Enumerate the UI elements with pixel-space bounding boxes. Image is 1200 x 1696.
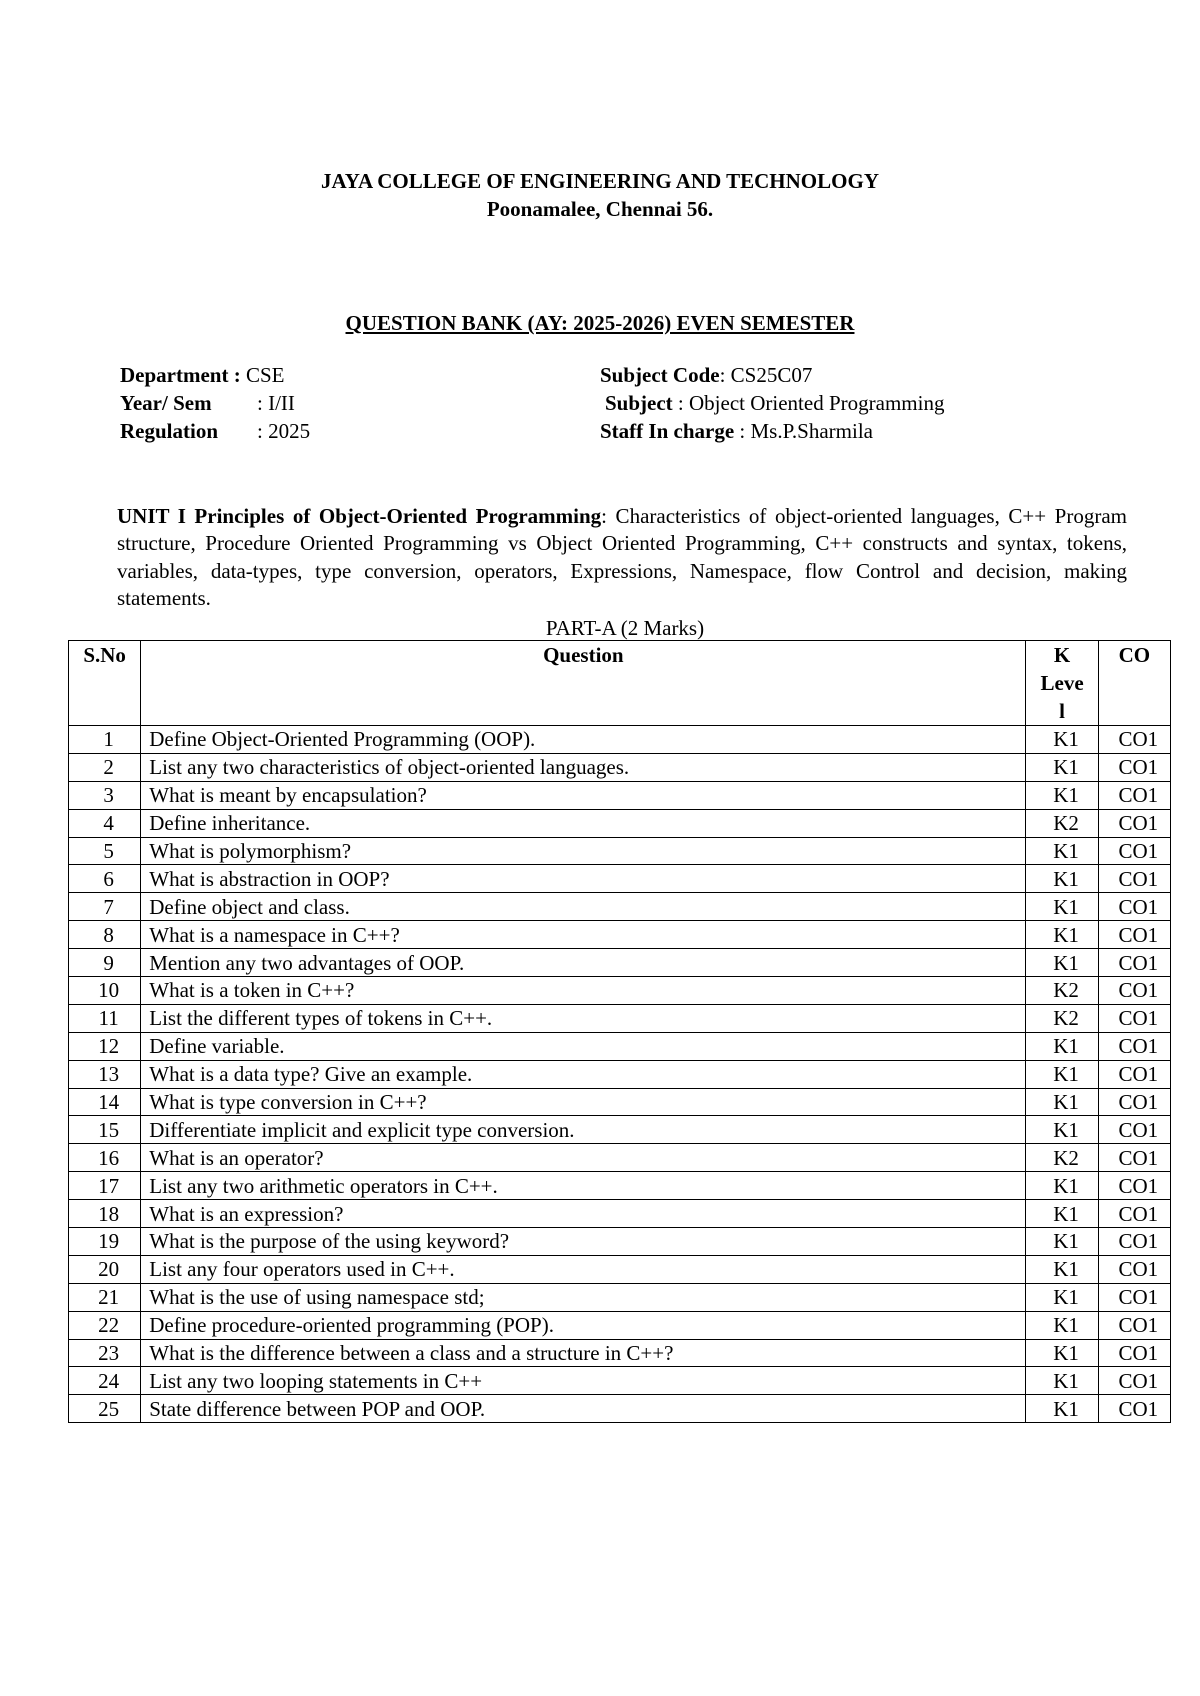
course-outcome: CO1 bbox=[1098, 726, 1170, 754]
course-outcome: CO1 bbox=[1098, 837, 1170, 865]
unit-description bbox=[117, 503, 1127, 612]
question-text: Define Object-Oriented Programming (OOP). bbox=[141, 726, 1026, 754]
question-text: Define procedure-oriented programming (POP). bbox=[141, 1311, 1026, 1339]
table-row bbox=[69, 1311, 1171, 1339]
table-row bbox=[69, 1032, 1171, 1060]
question-number: 11 bbox=[69, 1004, 141, 1032]
table-row bbox=[69, 1228, 1171, 1256]
k-level-header: K Leve l bbox=[1026, 641, 1098, 726]
question-number: 19 bbox=[69, 1228, 141, 1256]
table-row bbox=[69, 809, 1171, 837]
question-number: 24 bbox=[69, 1367, 141, 1395]
subject-code-label: Subject Code bbox=[600, 363, 720, 387]
course-outcome: CO1 bbox=[1098, 1144, 1170, 1172]
staff-label: Staff In charge bbox=[600, 419, 735, 443]
question-number: 23 bbox=[69, 1339, 141, 1367]
k-level: K1 bbox=[1026, 1283, 1098, 1311]
table-row bbox=[69, 1088, 1171, 1116]
course-outcome: CO1 bbox=[1098, 809, 1170, 837]
question-text: Define variable. bbox=[141, 1032, 1026, 1060]
question-text: Mention any two advantages of OOP. bbox=[141, 949, 1026, 977]
question-text: Differentiate implicit and explicit type conversion. bbox=[141, 1116, 1026, 1144]
course-outcome: CO1 bbox=[1098, 865, 1170, 893]
k-level: K1 bbox=[1026, 949, 1098, 977]
k-level: K2 bbox=[1026, 1144, 1098, 1172]
department-value: CSE bbox=[240, 363, 285, 387]
question-number: 1 bbox=[69, 726, 141, 754]
subject-value: : Object Oriented Programming bbox=[672, 391, 945, 415]
question-header: Question bbox=[141, 641, 1026, 726]
question-text: What is the purpose of the using keyword? bbox=[141, 1228, 1026, 1256]
course-outcome: CO1 bbox=[1098, 1367, 1170, 1395]
question-number: 7 bbox=[69, 893, 141, 921]
course-outcome: CO1 bbox=[1098, 1088, 1170, 1116]
question-text: List any two looping statements in C++ bbox=[141, 1367, 1026, 1395]
table-row bbox=[69, 1283, 1171, 1311]
year-sem-label: Year/ Sem bbox=[120, 391, 212, 415]
k-level: K1 bbox=[1026, 1228, 1098, 1256]
k-level: K1 bbox=[1026, 1172, 1098, 1200]
course-outcome: CO1 bbox=[1098, 1004, 1170, 1032]
question-text: What is an expression? bbox=[141, 1200, 1026, 1228]
regulation-label: Regulation bbox=[120, 419, 219, 443]
k-level: K1 bbox=[1026, 1116, 1098, 1144]
table-row bbox=[69, 865, 1171, 893]
question-text: What is type conversion in C++? bbox=[141, 1088, 1026, 1116]
question-text: List any four operators used in C++. bbox=[141, 1255, 1026, 1283]
question-bank-title: QUESTION BANK (AY: 2025-2026) EVEN SEMESTER bbox=[345, 311, 855, 335]
course-outcome: CO1 bbox=[1098, 949, 1170, 977]
question-number: 8 bbox=[69, 921, 141, 949]
question-text: What is polymorphism? bbox=[141, 837, 1026, 865]
question-number: 9 bbox=[69, 949, 141, 977]
question-number: 12 bbox=[69, 1032, 141, 1060]
subject-code-value: : CS25C07 bbox=[719, 363, 813, 387]
course-outcome: CO1 bbox=[1098, 753, 1170, 781]
regulation-value: : 2025 bbox=[257, 419, 311, 443]
course-outcome: CO1 bbox=[1098, 1395, 1170, 1423]
staff-value: : Ms.P.Sharmila bbox=[734, 419, 874, 443]
k-level: K1 bbox=[1026, 753, 1098, 781]
question-text: List the different types of tokens in C++. bbox=[141, 1004, 1026, 1032]
year-sem-value: : I/II bbox=[257, 391, 295, 415]
question-text: Define object and class. bbox=[141, 893, 1026, 921]
question-text: List any two characteristics of object-oriented languages. bbox=[141, 753, 1026, 781]
question-number: 4 bbox=[69, 809, 141, 837]
subject-code-line bbox=[600, 362, 812, 388]
department-line bbox=[120, 362, 284, 388]
table-header-row bbox=[69, 641, 1171, 726]
staff-line bbox=[600, 418, 873, 444]
k-level: K1 bbox=[1026, 893, 1098, 921]
table-row bbox=[69, 1339, 1171, 1367]
table-row bbox=[69, 1116, 1171, 1144]
course-outcome: CO1 bbox=[1098, 1060, 1170, 1088]
k-level: K1 bbox=[1026, 1367, 1098, 1395]
question-number: 10 bbox=[69, 977, 141, 1005]
course-outcome: CO1 bbox=[1098, 1032, 1170, 1060]
unit-heading: UNIT I Principles of Object-Oriented Programming bbox=[117, 504, 602, 528]
question-number: 25 bbox=[69, 1395, 141, 1423]
k-level: K1 bbox=[1026, 837, 1098, 865]
course-outcome: CO1 bbox=[1098, 1228, 1170, 1256]
question-text: What is a data type? Give an example. bbox=[141, 1060, 1026, 1088]
question-text: What is meant by encapsulation? bbox=[141, 781, 1026, 809]
question-text: What is an operator? bbox=[141, 1144, 1026, 1172]
subject-label: Subject bbox=[605, 391, 673, 415]
department-label: Department : bbox=[120, 363, 241, 387]
course-outcome: CO1 bbox=[1098, 781, 1170, 809]
subject-line bbox=[605, 390, 944, 416]
table-row bbox=[69, 893, 1171, 921]
table-row bbox=[69, 1172, 1171, 1200]
college-name: JAYA COLLEGE OF ENGINEERING AND TECHNOLOGY bbox=[321, 169, 879, 193]
table-row bbox=[69, 1144, 1171, 1172]
question-text: What is a namespace in C++? bbox=[141, 921, 1026, 949]
regulation-line bbox=[120, 418, 218, 444]
question-number: 3 bbox=[69, 781, 141, 809]
table-row bbox=[69, 753, 1171, 781]
course-outcome: CO1 bbox=[1098, 893, 1170, 921]
year-sem-line bbox=[120, 390, 212, 416]
k-level: K1 bbox=[1026, 1200, 1098, 1228]
question-number: 2 bbox=[69, 753, 141, 781]
question-number: 6 bbox=[69, 865, 141, 893]
college-location: Poonamalee, Chennai 56. bbox=[486, 197, 714, 221]
course-outcome: CO1 bbox=[1098, 921, 1170, 949]
table-row bbox=[69, 1367, 1171, 1395]
question-number: 16 bbox=[69, 1144, 141, 1172]
k-level: K1 bbox=[1026, 1255, 1098, 1283]
question-number: 13 bbox=[69, 1060, 141, 1088]
question-text: What is the difference between a class and a structure in C++? bbox=[141, 1339, 1026, 1367]
question-text: State difference between POP and OOP. bbox=[141, 1395, 1026, 1423]
question-text: What is abstraction in OOP? bbox=[141, 865, 1026, 893]
question-text: List any two arithmetic operators in C++. bbox=[141, 1172, 1026, 1200]
course-outcome: CO1 bbox=[1098, 1116, 1170, 1144]
k-level: K1 bbox=[1026, 1088, 1098, 1116]
co-header: CO bbox=[1098, 641, 1170, 726]
k-level: K1 bbox=[1026, 1339, 1098, 1367]
course-outcome: CO1 bbox=[1098, 1311, 1170, 1339]
question-number: 20 bbox=[69, 1255, 141, 1283]
table-row bbox=[69, 837, 1171, 865]
table-row bbox=[69, 1255, 1171, 1283]
k-level: K1 bbox=[1026, 865, 1098, 893]
course-outcome: CO1 bbox=[1098, 1283, 1170, 1311]
question-number: 14 bbox=[69, 1088, 141, 1116]
k-level: K2 bbox=[1026, 977, 1098, 1005]
k-level: K1 bbox=[1026, 1060, 1098, 1088]
questions-table bbox=[68, 640, 1171, 1423]
part-a-title: PART-A (2 Marks) bbox=[545, 616, 705, 640]
sno-header: S.No bbox=[69, 641, 141, 726]
question-number: 18 bbox=[69, 1200, 141, 1228]
k-level: K2 bbox=[1026, 809, 1098, 837]
question-number: 21 bbox=[69, 1283, 141, 1311]
question-number: 22 bbox=[69, 1311, 141, 1339]
k-level: K1 bbox=[1026, 1311, 1098, 1339]
k-level: K1 bbox=[1026, 1395, 1098, 1423]
k-level: K2 bbox=[1026, 1004, 1098, 1032]
question-number: 15 bbox=[69, 1116, 141, 1144]
table-row bbox=[69, 726, 1171, 754]
table-row bbox=[69, 977, 1171, 1005]
k-level: K1 bbox=[1026, 921, 1098, 949]
course-outcome: CO1 bbox=[1098, 1200, 1170, 1228]
question-text: What is a token in C++? bbox=[141, 977, 1026, 1005]
table-row bbox=[69, 949, 1171, 977]
course-outcome: CO1 bbox=[1098, 1255, 1170, 1283]
k-level: K1 bbox=[1026, 1032, 1098, 1060]
question-text: Define inheritance. bbox=[141, 809, 1026, 837]
course-outcome: CO1 bbox=[1098, 977, 1170, 1005]
k-level: K1 bbox=[1026, 781, 1098, 809]
question-text: What is the use of using namespace std; bbox=[141, 1283, 1026, 1311]
question-number: 5 bbox=[69, 837, 141, 865]
table-row bbox=[69, 1004, 1171, 1032]
table-row bbox=[69, 921, 1171, 949]
unit-topics: : Characteristics of object-oriented languages, C++ Program structure, Procedure Oriented Programming vs Object Oriented Programming, C++ constructs and syntax, tokens, variables, data-types, type conversion, operators, Expressions, Namespace, flow Control and decision, making statements. bbox=[117, 504, 1127, 610]
question-number: 17 bbox=[69, 1172, 141, 1200]
table-row bbox=[69, 1395, 1171, 1423]
course-outcome: CO1 bbox=[1098, 1172, 1170, 1200]
table-row bbox=[69, 781, 1171, 809]
k-level: K1 bbox=[1026, 726, 1098, 754]
table-row bbox=[69, 1060, 1171, 1088]
course-outcome: CO1 bbox=[1098, 1339, 1170, 1367]
questions-body bbox=[69, 726, 1171, 1423]
table-row bbox=[69, 1200, 1171, 1228]
